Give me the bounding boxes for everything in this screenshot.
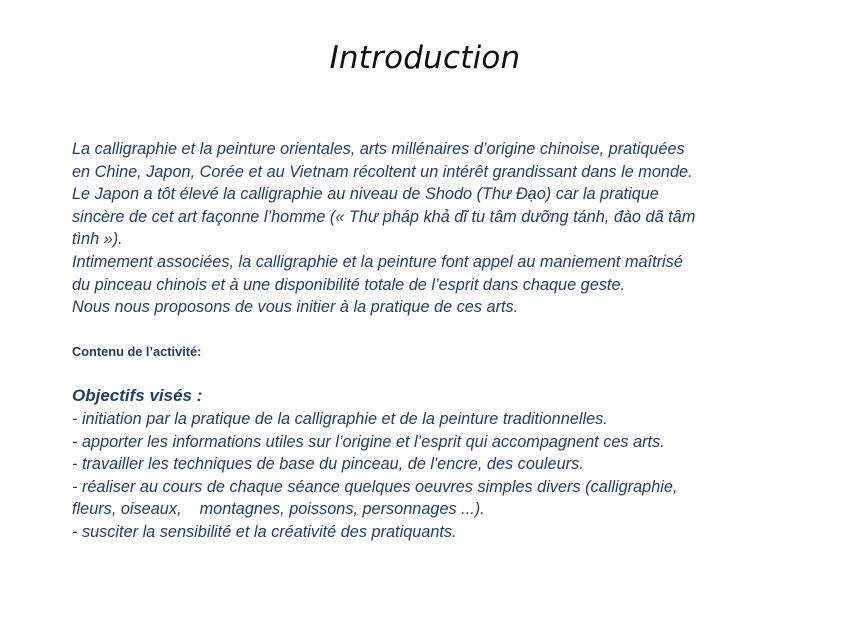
objectif-item: - travailler les techniques de base du pinceau, de l'encre, des couleurs.: [72, 455, 584, 474]
intro-line: La calligraphie et la peinture orientales, arts millénaires d’origine chinoise, pratiquées: [72, 140, 685, 158]
intro-line: sincère de cet art façonne l’homme (« Thư pháp khả dĩ tu tâm dưỡng tánh, đào dã tâm: [72, 207, 696, 226]
page-title: Introduction: [329, 40, 521, 76]
intro-paragraph: [72, 138, 812, 319]
objectif-item: - réaliser au cours de chaque séance quelques oeuvres simples divers (calligraphie,: [72, 477, 678, 496]
objectif-item: - susciter la sensibilité et la créativité des pratiquants.: [72, 522, 457, 541]
intro-line: tình »).: [72, 230, 123, 249]
intro-line: du pinceau chinois et à une disponibilité totale de l’esprit dans chaque geste.: [72, 275, 626, 294]
contenu-label: Contenu de l’activité:: [72, 344, 202, 359]
objectif-item: fleurs, oiseaux, montagnes, poissons, personnages ...).: [72, 500, 485, 519]
objectifs-list: [72, 408, 812, 544]
intro-line: Le Japon a tôt élevé la calligraphie au niveau de Shodo (Thư Đạo) car la pratique: [72, 185, 659, 204]
intro-line: Intimement associées, la calligraphie et la peinture font appel au maniement maîtrisé: [72, 252, 683, 271]
intro-line: Nous nous proposons de vous initier à la pratique de ces arts.: [72, 298, 519, 317]
objectif-item: - apporter les informations utiles sur l’origine et l’esprit qui accompagnent ces arts.: [72, 432, 665, 451]
objectif-item: - initiation par la pratique de la calligraphie et de la peinture traditionnelles.: [72, 410, 608, 428]
objectifs-heading: Objectifs visés :: [72, 386, 203, 405]
intro-line: en Chine, Japon, Corée et au Vietnam récoltent un intérêt grandissant dans le monde.: [72, 162, 693, 181]
